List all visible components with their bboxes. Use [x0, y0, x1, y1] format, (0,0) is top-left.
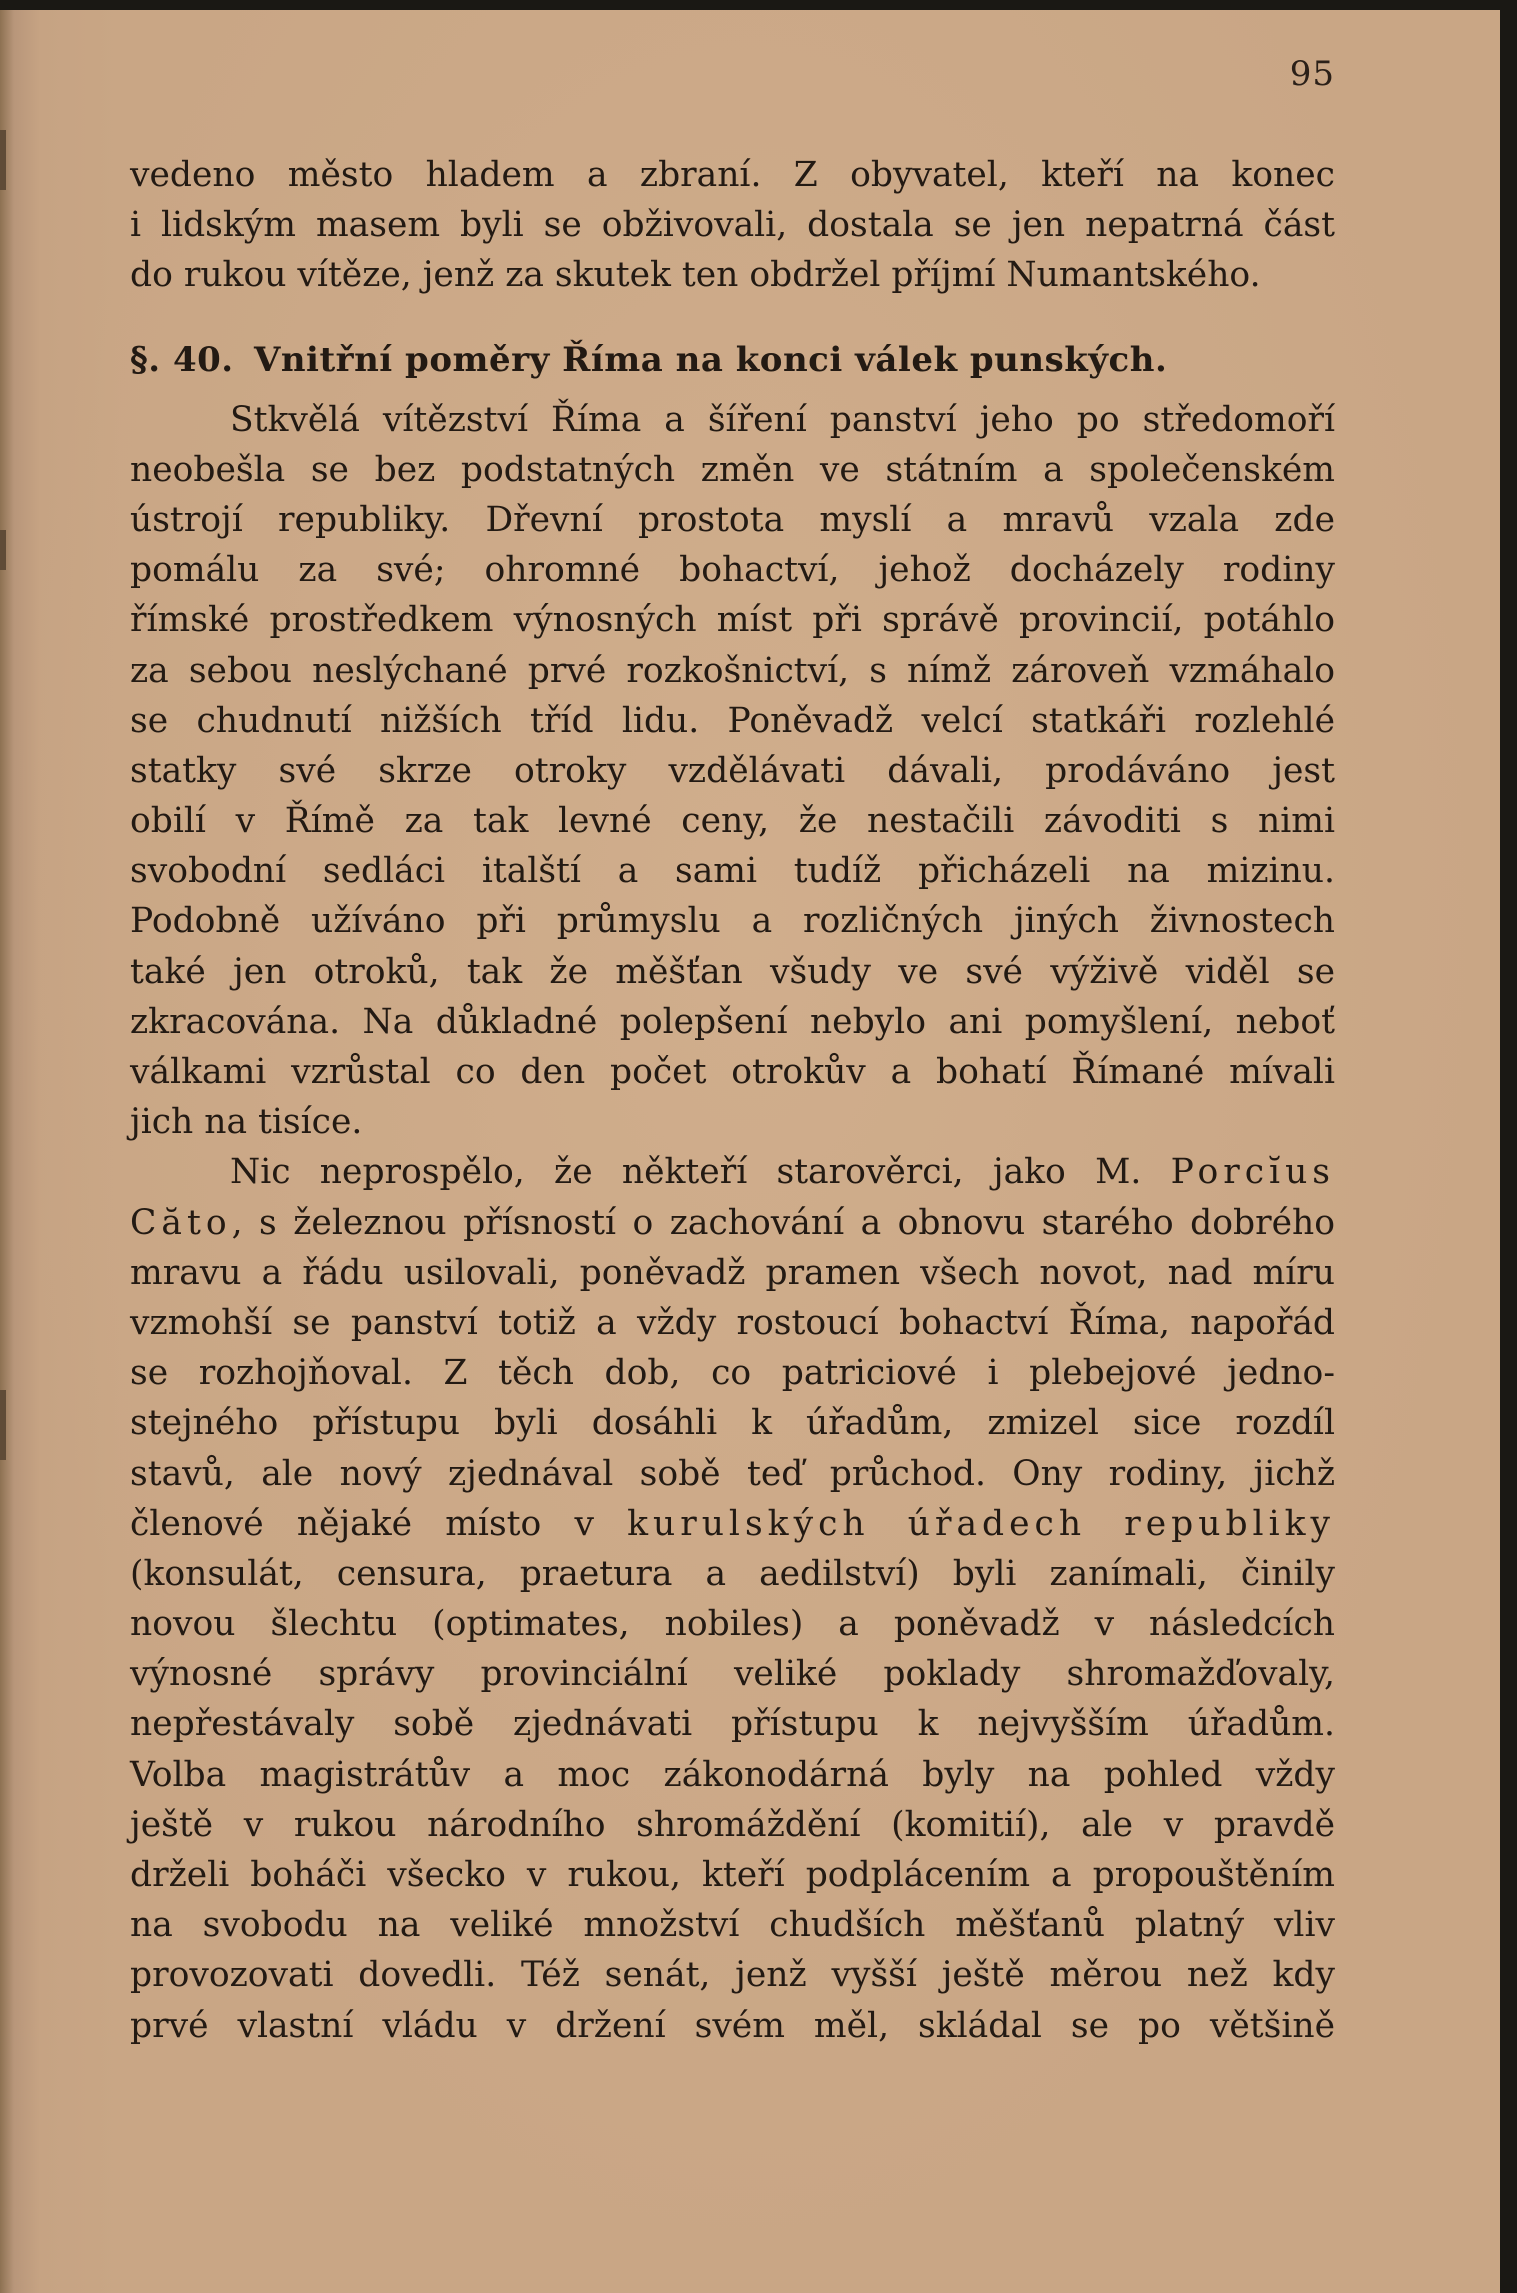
text-line: zkracována. Na důkladné polepšení nebylo ani pomyšlení, neboť: [130, 1001, 1335, 1042]
text-line: Stkvělá vítězství Říma a šíření panství jeho po středomoří: [230, 399, 1335, 440]
text-line: vzmohší se panství totiž a vždy rostoucí bohactví Říma, napořád: [130, 1302, 1335, 1343]
spaced-name: Căto: [130, 1202, 232, 1243]
paragraph-2: [130, 395, 1335, 1148]
text-line: drželi boháči všecko v rukou, kteří podplácením a propouštěním: [130, 1855, 1335, 1895]
text-line: jich na tisíce.: [130, 1102, 363, 1143]
text-fragment: , s železnou přísností o zachování a obnovu starého dobrého: [231, 1202, 1335, 1243]
text-line: [130, 1147, 1335, 1197]
paragraph-3: [130, 1147, 1335, 2050]
text-line: statky své skrze otroky vzdělávati dávali, prodáváno jest: [130, 750, 1335, 791]
text-line: válkami vzrůstal co den počet otrokův a bohatí Římané mívali: [130, 1052, 1335, 1092]
section-number: §. 40.: [130, 339, 234, 380]
book-page: [0, 10, 1500, 2293]
text-line: [130, 1198, 1335, 1248]
text-line: obilí v Římě za tak levné ceny, že nestačili závoditi s nimi: [130, 801, 1335, 842]
page-number: 95: [1289, 54, 1335, 94]
text-line: provozovati dovedli. Též senát, jenž vyšší ještě měrou než kdy: [130, 1955, 1335, 1996]
page-edge-mark: [0, 530, 6, 570]
text-line: za sebou neslýchané prvé rozkošnictví, s nímž zároveň vzmáhalo: [130, 650, 1335, 691]
text-fragment: Nic neprospělo, že někteří starověrci, jako M.: [230, 1152, 1142, 1193]
text-line: výnosné správy provinciální veliké poklady shromažďovaly,: [130, 1654, 1335, 1695]
text-line: ústrojí republiky. Dřevní prostota myslí a mravů vzala zde: [130, 499, 1335, 540]
text-line: i lidským masem byli se obživovali, dostala se jen nepatrná část: [130, 205, 1335, 246]
text-line: vedeno město hladem a zbraní. Z obyvatel, kteří na konec: [130, 155, 1335, 195]
text-line: se chudnutí nižších tříd lidu. Poněvadž velcí statkáři rozlehlé: [130, 700, 1335, 741]
page-edge-mark: [0, 130, 6, 190]
spaced-name: Porcĭus: [1170, 1152, 1335, 1193]
body-text: [130, 150, 1335, 2051]
text-line: Podobně užíváno při průmyslu a rozličných jiných živnostech: [130, 901, 1335, 942]
text-line: na svobodu na veliké množství chudších měšťanů platný vliv: [130, 1905, 1335, 1946]
spaced-emphasis: kurulských úřadech republiky: [627, 1503, 1335, 1544]
page-edge-mark: [0, 1390, 6, 1460]
text-line: svobodní sedláci italští a sami tudíž přicházeli na mizinu.: [130, 851, 1335, 892]
text-line: stejného přístupu byli dosáhli k úřadům, zmizel sice rozdíl: [130, 1403, 1335, 1444]
text-line: římské prostředkem výnosných míst při správě provincií, potáhlo: [130, 600, 1335, 641]
text-fragment: členové nějaké místo v: [130, 1503, 594, 1544]
paragraph-1: [130, 150, 1335, 301]
text-line: také jen otroků, tak že měšťan všudy ve své výživě viděl se: [130, 951, 1335, 992]
text-line: pomálu za své; ohromné bohactví, jehož docházely rodiny: [130, 550, 1335, 591]
text-line: se rozhojňoval. Z těch dob, co patriciové i plebejové jedno-: [130, 1353, 1335, 1394]
text-line: (konsulát, censura, praetura a aedilství) byli zanímali, činily: [130, 1553, 1335, 1594]
text-line: stavů, ale nový zjednával sobě teď průchod. Ony rodiny, jichž: [130, 1453, 1335, 1494]
text-line: do rukou vítěze, jenž za skutek ten obdržel příjmí Numantského.: [130, 255, 1261, 296]
section-title: Vnitřní poměry Říma na konci válek punských.: [253, 339, 1168, 380]
text-line: neobešla se bez podstatných změn ve státním a společenském: [130, 449, 1335, 490]
text-line: prvé vlastní vládu v držení svém měl, skládal se po většině: [130, 2005, 1335, 2046]
text-line: novou šlechtu (optimates, nobiles) a poněvadž v následcích: [130, 1604, 1335, 1645]
text-line: Volba magistrátův a moc zákonodárná byly na pohled vždy: [130, 1754, 1335, 1795]
text-line: ještě v rukou národního shromáždění (komitií), ale v pravdě: [130, 1804, 1335, 1845]
section-heading: [130, 335, 1335, 395]
text-line: [130, 1499, 1335, 1549]
text-line: mravu a řádu usilovali, poněvadž pramen všech novot, nad míru: [130, 1252, 1335, 1293]
text-line: nepřestávaly sobě zjednávati přístupu k nejvyšším úřadům.: [130, 1704, 1335, 1745]
